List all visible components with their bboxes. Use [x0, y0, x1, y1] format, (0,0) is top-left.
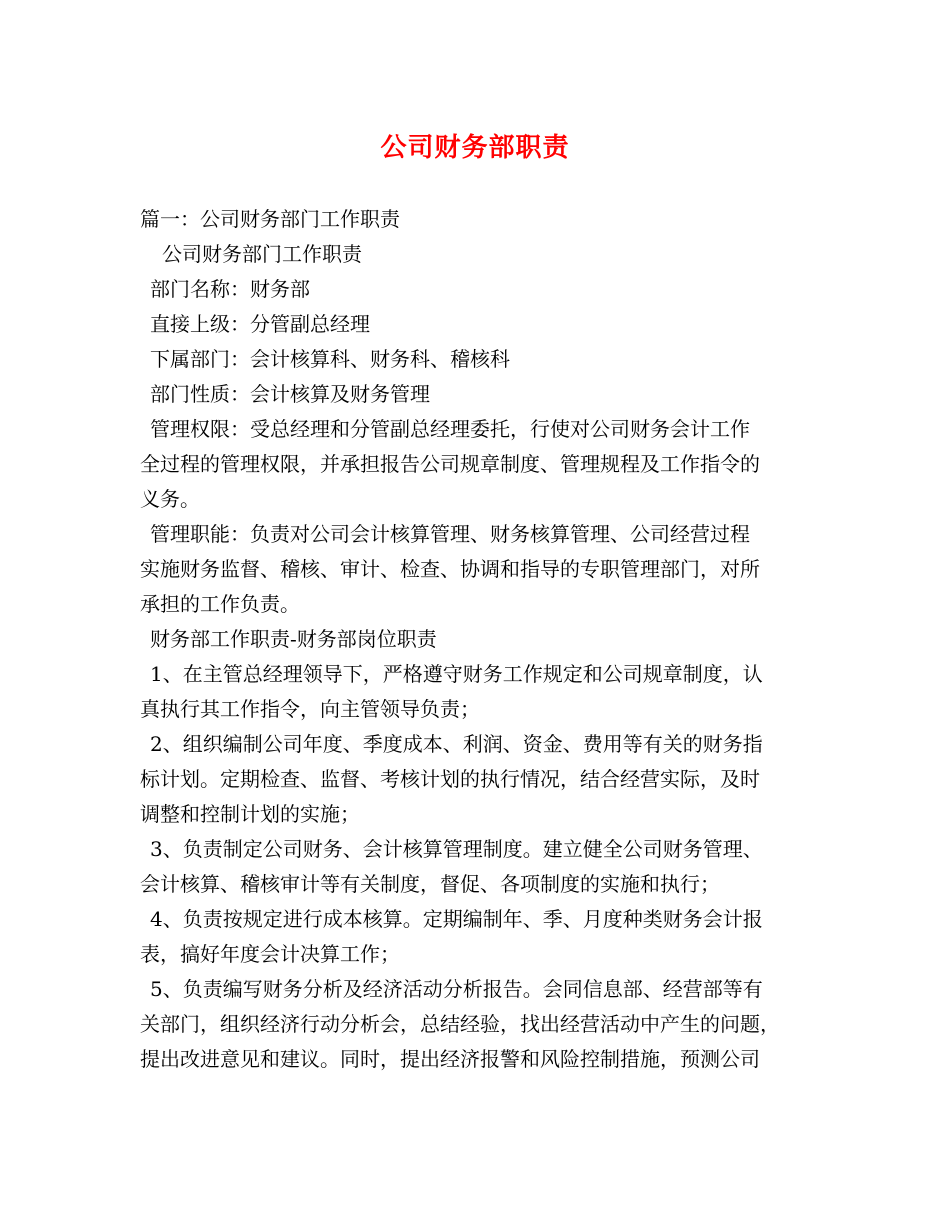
- management-function-line-2: 实施财务监督、稽核、审计、检查、协调和指导的专职管理部门，对所: [140, 557, 760, 581]
- direct-superior-line: 直接上级：分管副总经理: [150, 312, 370, 336]
- duty-2-line-3: 调整和控制计划的实施；: [140, 802, 360, 826]
- duty-5-line-3: 提出改进意见和建议。同时，提出经济报警和风险控制措施，预测公司: [140, 1047, 760, 1071]
- management-function-line-1: 管理职能：负责对公司会计核算管理、财务核算管理、公司经营过程: [150, 522, 750, 546]
- duty-4-line-2: 表，搞好年度会计决算工作；: [140, 942, 400, 966]
- duties-heading: 财务部工作职责-财务部岗位职责: [150, 627, 437, 651]
- management-function-line-3: 承担的工作负责。: [140, 592, 300, 616]
- department-name-line: 部门名称：财务部: [150, 277, 310, 301]
- section-heading: 篇一：公司财务部门工作职责: [140, 207, 400, 231]
- duty-4-line-1: 4、负责按规定进行成本核算。定期编制年、季、月度种类财务会计报: [150, 907, 763, 931]
- management-authority-line-3: 义务。: [140, 487, 200, 511]
- duty-3-line-1: 3、负责制定公司财务、会计核算管理制度。建立健全公司财务管理、: [150, 837, 763, 861]
- duty-1-line-2: 真执行其工作指令，向主管领导负责；: [140, 697, 480, 721]
- duty-3-line-2: 会计核算、稽核审计等有关制度，督促、各项制度的实施和执行；: [140, 872, 720, 896]
- duty-1-line-1: 1、在主管总经理领导下，严格遵守财务工作规定和公司规章制度，认: [150, 662, 763, 686]
- duty-2-line-1: 2、组织编制公司年度、季度成本、利润、资金、费用等有关的财务指: [150, 732, 763, 756]
- management-authority-line-2: 全过程的管理权限，并承担报告公司规章制度、管理规程及工作指令的: [140, 452, 760, 476]
- management-authority-line-1: 管理权限：受总经理和分管副总经理委托，行使对公司财务会计工作: [150, 417, 750, 441]
- document-title: 公司财务部职责: [380, 133, 570, 163]
- department-nature-line: 部门性质：会计核算及财务管理: [150, 382, 430, 406]
- duty-5-line-2: 关部门，组织经济行动分析会，总结经验，找出经营活动中产生的问题，: [140, 1012, 780, 1036]
- document-body: [140, 202, 815, 1077]
- subsection-heading: 公司财务部门工作职责: [162, 242, 362, 266]
- duty-5-line-1: 5、负责编写财务分析及经济活动分析报告。会同信息部、经营部等有: [150, 977, 763, 1001]
- subordinate-departments-line: 下属部门：会计核算科、财务科、稽核科: [150, 347, 510, 371]
- duty-2-line-2: 标计划。定期检查、监督、考核计划的执行情况，结合经营实际，及时: [140, 767, 760, 791]
